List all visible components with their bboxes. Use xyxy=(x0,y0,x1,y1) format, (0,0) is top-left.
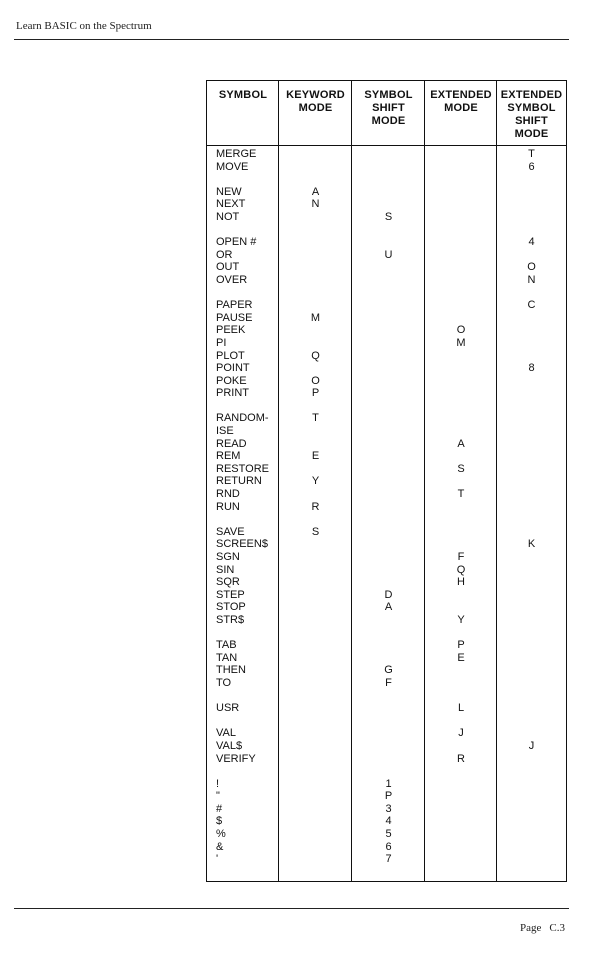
cell-symbol-shift-mode: 4 xyxy=(385,815,392,828)
table-group xyxy=(207,702,566,715)
table-row xyxy=(207,438,566,451)
cell-symbol-shift-mode: 6 xyxy=(385,840,392,853)
cell-symbol: STEP xyxy=(216,588,245,601)
table-row xyxy=(207,652,566,665)
cell-symbol-shift-mode: 3 xyxy=(385,802,392,815)
cell-keyword-mode: T xyxy=(312,412,319,425)
table-row xyxy=(207,828,566,841)
cell-extended-mode: M xyxy=(456,336,466,349)
cell-symbol: % xyxy=(216,828,226,841)
cell-extended-mode: P xyxy=(457,639,465,652)
table-row xyxy=(207,853,566,866)
cell-extended-symbol-shift-mode: 4 xyxy=(528,236,535,249)
cell-symbol: # xyxy=(216,802,223,815)
table-row xyxy=(207,412,566,425)
table-row xyxy=(207,450,566,463)
table-row xyxy=(207,475,566,488)
cell-symbol: " xyxy=(216,790,220,803)
table-row xyxy=(207,161,566,174)
table-row xyxy=(207,186,566,199)
cell-symbol: RESTORE xyxy=(216,462,269,475)
cell-symbol: PLOT xyxy=(216,349,245,362)
page-number xyxy=(520,922,565,934)
cell-keyword-mode: M xyxy=(310,311,321,324)
cell-symbol-shift-mode: 5 xyxy=(385,828,392,841)
cell-symbol: & xyxy=(216,840,224,853)
cell-symbol: PEEK xyxy=(216,324,246,337)
cell-keyword-mode: E xyxy=(311,450,320,463)
table-group xyxy=(207,727,566,765)
table-group xyxy=(207,236,566,286)
table-row xyxy=(207,740,566,753)
cell-extended-mode: O xyxy=(456,324,466,337)
table-row xyxy=(207,501,566,514)
table-row xyxy=(207,601,566,614)
cell-symbol: VAL xyxy=(216,727,236,740)
table-row xyxy=(207,350,566,363)
table-row xyxy=(207,387,566,400)
running-head: Learn BASIC on the Spectrum xyxy=(16,20,152,32)
top-rule xyxy=(14,39,569,40)
table-row xyxy=(207,815,566,828)
table-body xyxy=(207,148,566,878)
cell-keyword-mode: S xyxy=(311,525,320,538)
cell-extended-symbol-shift-mode: C xyxy=(527,299,536,312)
cell-extended-mode: L xyxy=(457,702,465,715)
cell-keyword-mode: A xyxy=(311,185,320,198)
table-row xyxy=(207,753,566,766)
table-row xyxy=(207,677,566,690)
table-row xyxy=(207,614,566,627)
cell-symbol: PI xyxy=(216,336,227,349)
table-group xyxy=(207,778,566,866)
header-symbol: SYMBOL xyxy=(218,89,268,101)
cell-symbol: NOT xyxy=(216,210,240,223)
table-group xyxy=(207,412,566,513)
cell-symbol: PAPER xyxy=(216,299,253,312)
header-keyword-mode: KEYWORD MODE xyxy=(286,89,345,114)
table-row xyxy=(207,362,566,375)
bottom-rule xyxy=(14,908,569,909)
cell-symbol-shift-mode: P xyxy=(384,790,393,803)
keyword-table xyxy=(206,80,567,882)
header-extended-mode: EXTENDED MODE xyxy=(430,89,492,114)
table-row xyxy=(207,803,566,816)
table-row xyxy=(207,702,566,715)
cell-extended-symbol-shift-mode: K xyxy=(527,538,536,551)
cell-keyword-mode: O xyxy=(311,374,320,387)
cell-symbol: VERIFY xyxy=(216,752,256,765)
cell-keyword-mode: Q xyxy=(311,349,320,362)
cell-symbol: ISE xyxy=(216,425,234,438)
page-number-value: C.3 xyxy=(549,922,565,934)
cell-symbol: PRINT xyxy=(216,387,249,400)
cell-symbol: MOVE xyxy=(216,160,249,173)
cell-extended-mode: T xyxy=(457,488,465,501)
table-group xyxy=(207,639,566,689)
table-row xyxy=(207,778,566,791)
cell-symbol: TAB xyxy=(216,639,237,652)
cell-symbol-shift-mode: F xyxy=(385,676,392,689)
cell-symbol: RND xyxy=(216,488,240,501)
cell-symbol: SGN xyxy=(216,551,240,563)
cell-symbol: STR$ xyxy=(216,613,245,626)
table-row xyxy=(207,576,566,589)
cell-extended-mode: Y xyxy=(457,613,465,626)
cell-symbol: POKE xyxy=(216,374,247,387)
cell-symbol: OPEN # xyxy=(216,236,257,249)
table-row xyxy=(207,425,566,438)
cell-symbol: TAN xyxy=(216,651,238,664)
cell-extended-symbol-shift-mode: T xyxy=(528,148,535,160)
cell-symbol: RANDOM- xyxy=(216,412,269,425)
cell-symbol-shift-mode: G xyxy=(384,664,393,677)
table-row xyxy=(207,375,566,388)
table-row xyxy=(207,463,566,476)
table-row xyxy=(207,589,566,602)
table-row xyxy=(207,790,566,803)
cell-keyword-mode: Y xyxy=(311,475,320,488)
cell-symbol: SQR xyxy=(216,576,240,589)
table-group xyxy=(207,526,566,627)
cell-extended-symbol-shift-mode: 6 xyxy=(528,160,535,173)
cell-extended-symbol-shift-mode: 8 xyxy=(528,362,535,375)
cell-symbol: READ xyxy=(216,437,247,450)
cell-symbol-shift-mode: 7 xyxy=(385,853,392,866)
table-row xyxy=(207,211,566,224)
cell-symbol: STOP xyxy=(216,601,246,614)
cell-extended-mode: R xyxy=(457,752,465,765)
cell-extended-mode: H xyxy=(457,576,465,589)
cell-symbol: OR xyxy=(216,248,233,261)
table-row xyxy=(207,841,566,854)
header-extended-symbol-shift-mode: EXTENDED SYMBOL SHIFT MODE xyxy=(500,89,563,140)
cell-symbol-shift-mode: 1 xyxy=(385,777,392,790)
cell-symbol: NEXT xyxy=(216,198,246,211)
cell-extended-mode: S xyxy=(457,462,465,475)
table-row xyxy=(207,312,566,325)
cell-symbol: OUT xyxy=(216,261,240,274)
table-row xyxy=(207,727,566,740)
table-row xyxy=(207,551,566,564)
table-row xyxy=(207,236,566,249)
cell-symbol: TO xyxy=(216,676,232,689)
cell-symbol-shift-mode: D xyxy=(384,588,393,601)
cell-symbol-shift-mode: A xyxy=(384,601,393,614)
cell-keyword-mode: N xyxy=(311,198,320,211)
cell-symbol: ' xyxy=(216,853,219,866)
cell-symbol: RETURN xyxy=(216,475,262,488)
table-group xyxy=(207,186,566,224)
cell-symbol-shift-mode: S xyxy=(384,210,393,223)
cell-extended-mode: F xyxy=(457,551,465,563)
cell-symbol: ! xyxy=(216,777,220,790)
table-row xyxy=(207,274,566,287)
cell-extended-mode: A xyxy=(457,437,465,450)
cell-symbol: THEN xyxy=(216,664,246,677)
table-row xyxy=(207,324,566,337)
cell-symbol: RUN xyxy=(216,500,240,513)
cell-extended-mode: Q xyxy=(456,563,466,576)
cell-keyword-mode: R xyxy=(311,500,320,513)
table-row xyxy=(207,299,566,312)
cell-symbol: POINT xyxy=(216,362,250,375)
table-row xyxy=(207,148,566,161)
table-row xyxy=(207,639,566,652)
table-group xyxy=(207,299,566,400)
table-row xyxy=(207,198,566,211)
cell-symbol: VAL$ xyxy=(216,739,243,752)
cell-keyword-mode: P xyxy=(311,387,320,400)
cell-extended-symbol-shift-mode: O xyxy=(527,261,536,274)
cell-extended-symbol-shift-mode: N xyxy=(527,273,536,286)
cell-symbol: USR xyxy=(216,702,240,715)
cell-symbol-shift-mode: U xyxy=(384,248,393,261)
page-label: Page xyxy=(520,922,542,934)
cell-symbol: OVER xyxy=(216,273,248,286)
table-row xyxy=(207,249,566,262)
cell-symbol: MERGE xyxy=(216,148,257,160)
table-row xyxy=(207,488,566,501)
cell-symbol: NEW xyxy=(216,185,242,198)
cell-symbol: PAUSE xyxy=(216,311,253,324)
cell-symbol: SIN xyxy=(216,563,235,576)
table-row xyxy=(207,664,566,677)
cell-extended-mode: E xyxy=(457,651,465,664)
cell-symbol: SCREEN$ xyxy=(216,538,268,551)
cell-symbol: SAVE xyxy=(216,525,245,538)
table-row xyxy=(207,564,566,577)
table-row xyxy=(207,526,566,539)
cell-symbol: $ xyxy=(216,815,223,828)
header-symbol-shift-mode: SYMBOL SHIFT MODE xyxy=(364,89,413,127)
table-row xyxy=(207,261,566,274)
table-group xyxy=(207,148,566,173)
cell-extended-mode: J xyxy=(458,727,464,740)
cell-extended-symbol-shift-mode: J xyxy=(528,739,535,752)
cell-symbol: REM xyxy=(216,450,241,463)
table-header-row xyxy=(207,81,566,146)
table-row xyxy=(207,337,566,350)
table-row xyxy=(207,538,566,551)
